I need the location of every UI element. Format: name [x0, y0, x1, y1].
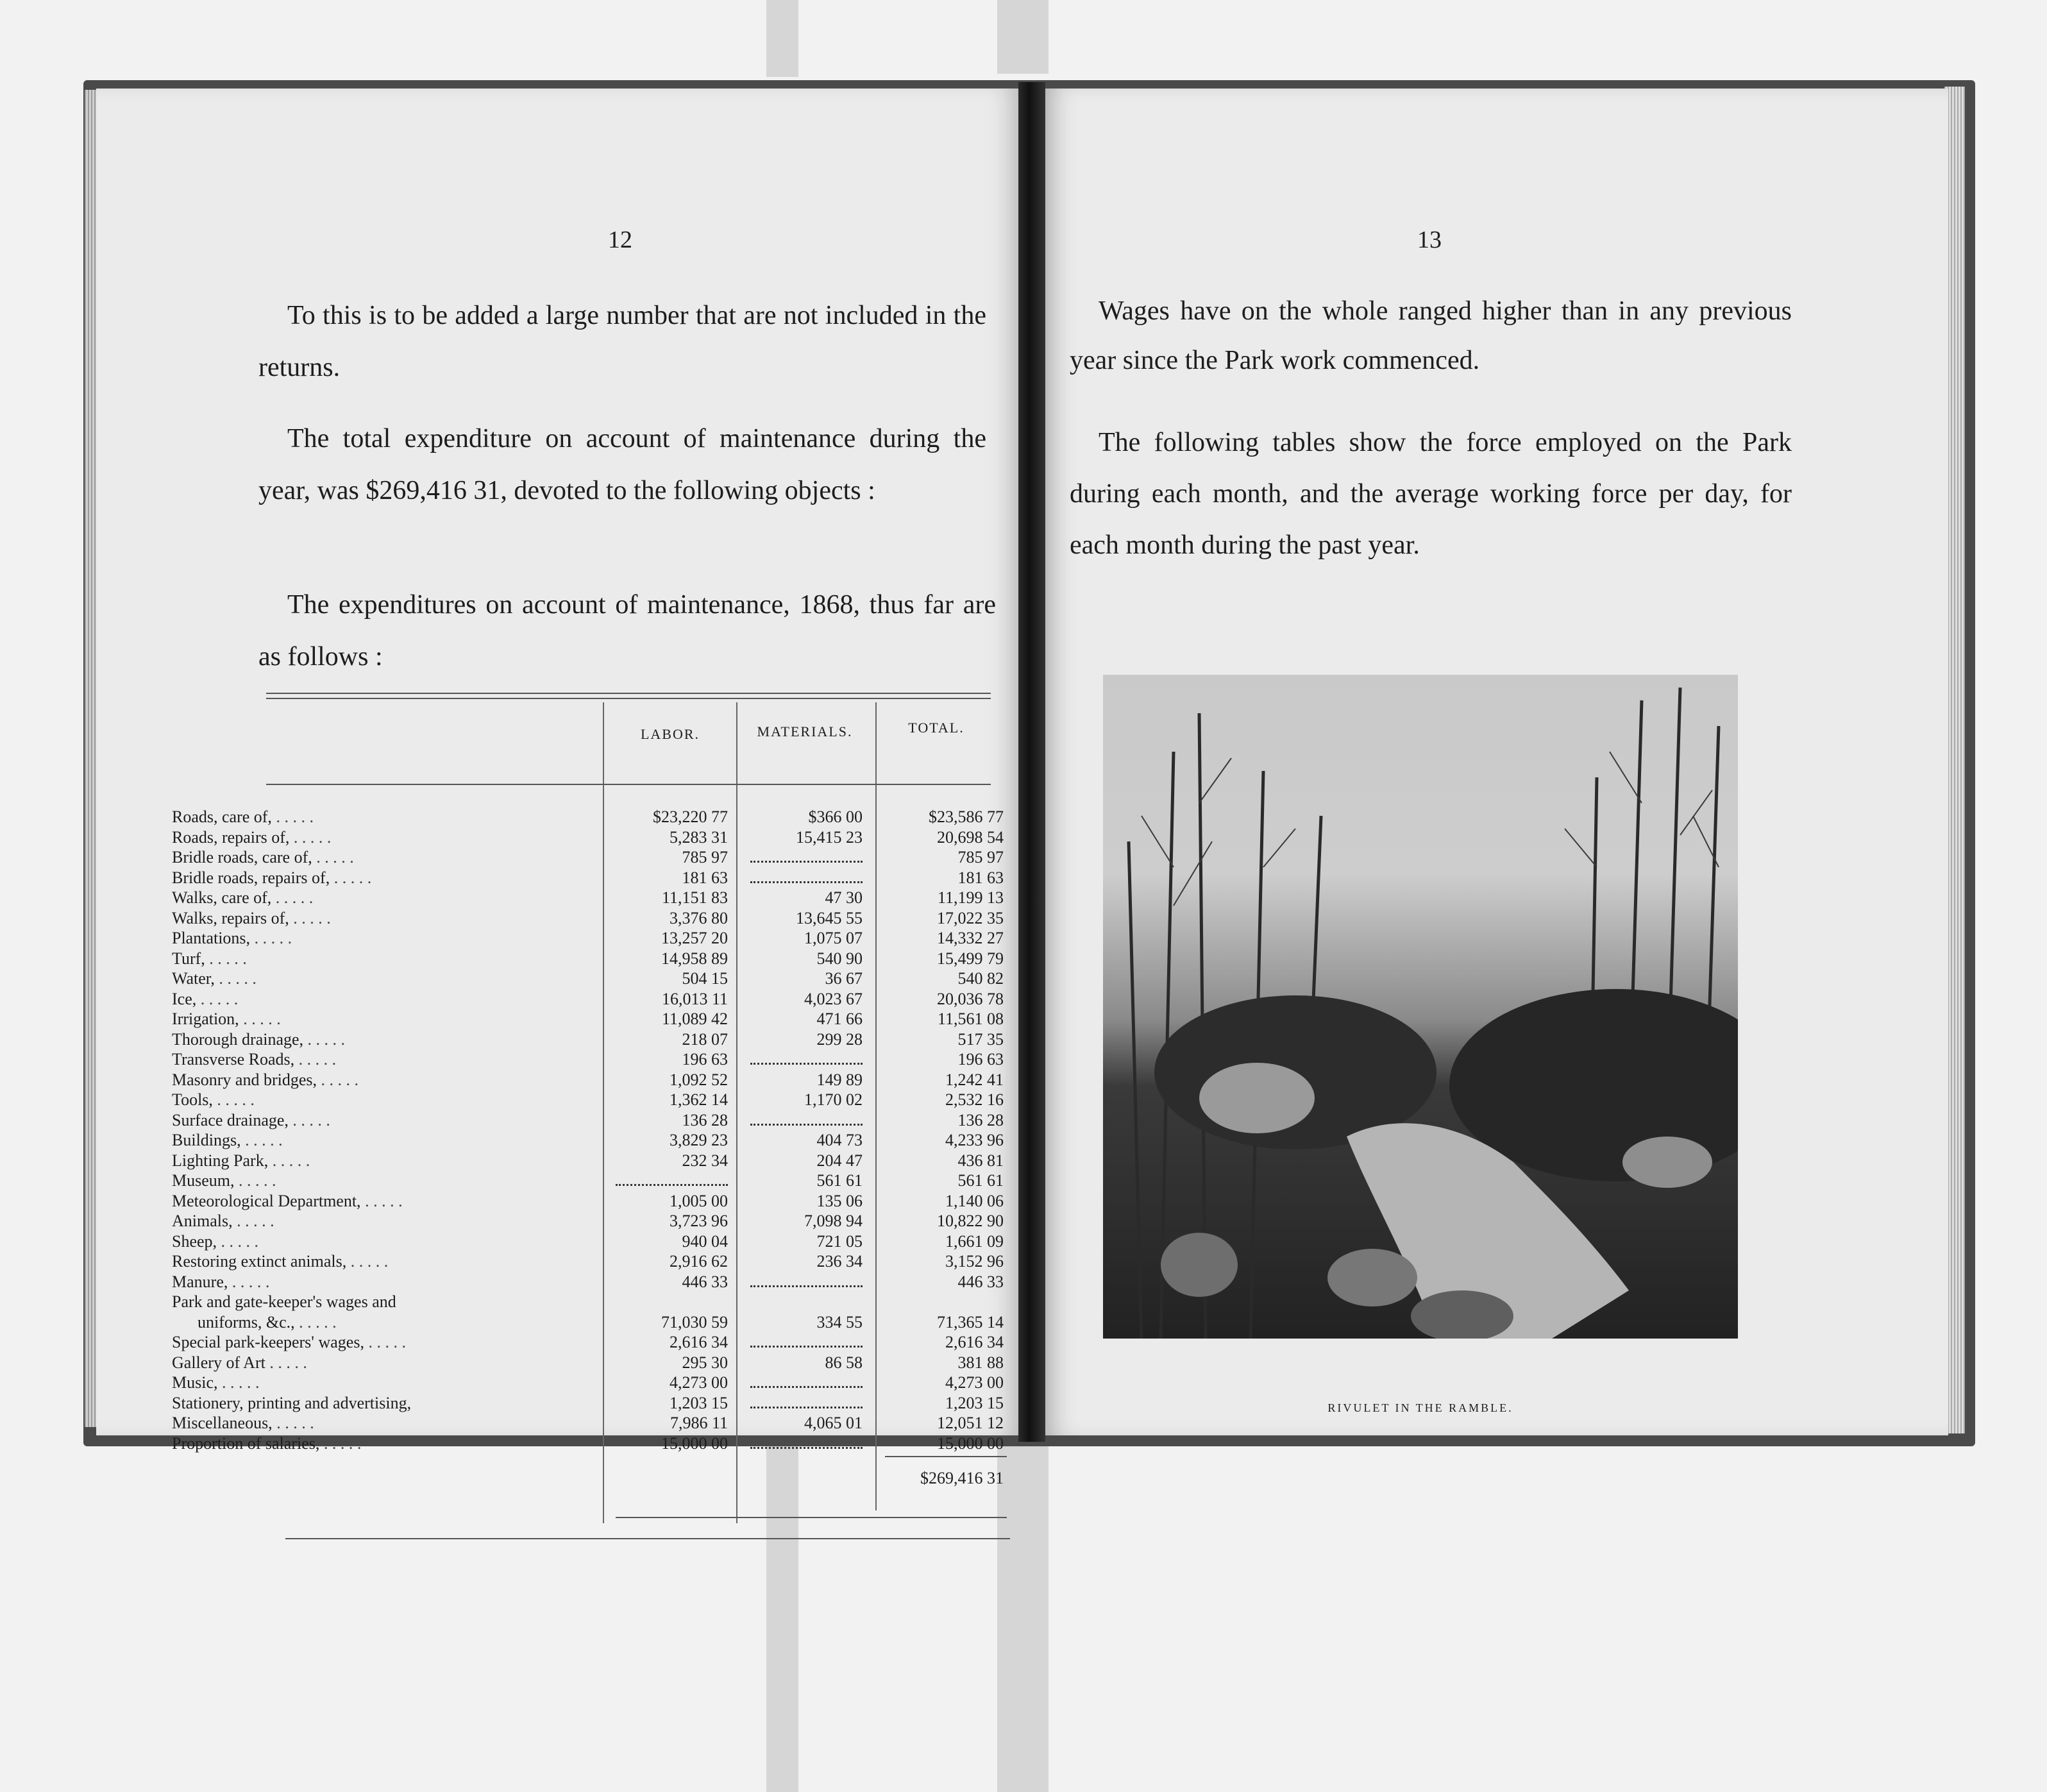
page-number-right: 13 [1417, 226, 1442, 253]
cell-materials: 1,075 07 [804, 929, 863, 947]
cell-total: 11,199 13 [937, 888, 1004, 907]
row-label: Walks, repairs of, . [172, 908, 608, 929]
cell-materials-empty [747, 868, 863, 888]
footer-rule [285, 1538, 1010, 1539]
row-label: Transverse Roads, . [172, 1049, 608, 1070]
cell-total: 1,242 41 [945, 1070, 1004, 1089]
cell-labor: 11,151 83 [661, 888, 728, 907]
cell-materials: 149 89 [816, 1070, 863, 1089]
dotted-leader [750, 1274, 863, 1287]
cell-total: 381 88 [957, 1353, 1004, 1372]
cell-labor: 3,376 80 [670, 908, 728, 927]
cell-materials: 47 30 [825, 888, 863, 907]
cell-materials: 4,065 01 [804, 1414, 863, 1432]
row-label: Manure, . [172, 1272, 608, 1292]
dotted-leader [750, 870, 863, 883]
row-label: Miscellaneous, . [172, 1413, 608, 1433]
cell-labor: 2,916 62 [670, 1252, 728, 1271]
paragraph: The total expenditure on account of maintenance during the year, was $269,416 31, devoted to the following objects : [258, 424, 986, 505]
row-label: uniforms, &c., . [172, 1312, 608, 1333]
cell-labor: 295 30 [682, 1353, 728, 1372]
row-label: Water, . [172, 968, 608, 989]
dotted-leader [750, 1112, 863, 1126]
row-label: Turf, . [172, 949, 608, 969]
row-label: Special park-keepers' wages, . [172, 1332, 608, 1353]
row-label: Roads, repairs of, . [172, 827, 608, 848]
cell-labor: 3,723 96 [670, 1212, 728, 1230]
cell-total: 4,233 96 [945, 1131, 1004, 1149]
table-top-rule [266, 693, 991, 694]
cell-total: 785 97 [957, 848, 1004, 866]
cell-labor: 1,005 00 [670, 1191, 728, 1210]
cell-materials [747, 1292, 863, 1312]
row-label: Lighting Park, . [172, 1151, 608, 1171]
photo-scene [1103, 675, 1738, 1339]
row-label: Walks, care of, . [172, 888, 608, 908]
cell-total: 71,365 14 [937, 1312, 1004, 1331]
cell-labor: 1,203 15 [670, 1393, 728, 1412]
row-label: Bridle roads, repairs of, . [172, 868, 608, 888]
cell-labor [612, 1292, 728, 1312]
dotted-leader [750, 1051, 863, 1065]
cell-materials: 36 67 [825, 969, 863, 988]
cell-total: 181 63 [957, 868, 1004, 887]
row-label: Surface drainage, . [172, 1110, 608, 1131]
table-bottom-rule [616, 1517, 1007, 1518]
row-label: Ice, . [172, 989, 608, 1010]
row-label: Park and gate-keeper's wages and [172, 1292, 396, 1311]
cell-total: 540 82 [957, 969, 1004, 988]
cell-total: 15,499 79 [937, 949, 1004, 968]
photograph-rivulet [1103, 675, 1738, 1339]
table-header-materials: MATERIALS. [757, 723, 853, 740]
cell-labor: 1,362 14 [670, 1090, 728, 1109]
sum-rule [885, 1456, 1007, 1457]
cell-materials-empty [747, 1272, 863, 1292]
dotted-leader [750, 1374, 863, 1388]
bookmark-tab-bottom [766, 1443, 798, 1792]
paragraph: To this is to be added a large number that are not included in the returns. [258, 301, 986, 382]
cell-materials: 721 05 [816, 1231, 863, 1251]
cell-materials: 236 34 [816, 1252, 863, 1271]
cell-total: 12,051 12 [937, 1414, 1004, 1432]
cell-labor: 181 63 [682, 868, 728, 887]
cell-labor: 7,986 11 [670, 1414, 728, 1432]
cell-materials-empty [747, 1049, 863, 1070]
cell-labor: 5,283 31 [670, 827, 728, 847]
row-label: Buildings, . [172, 1130, 608, 1151]
cell-materials: 135 06 [816, 1191, 863, 1210]
cell-total: 1,203 15 [945, 1393, 1004, 1412]
table-column-total [888, 807, 1004, 1453]
cell-materials: 540 90 [816, 949, 863, 968]
cell-labor: 15,000 00 [661, 1433, 728, 1453]
cell-total: 2,616 34 [945, 1333, 1004, 1351]
table-header-labor: LABOR. [640, 726, 700, 742]
book-gutter [1018, 82, 1045, 1442]
cell-total: 561 61 [957, 1171, 1004, 1190]
bookmark-tab-bottom [997, 1443, 1049, 1792]
cell-total [888, 1292, 1004, 1312]
dotted-leader [750, 1334, 863, 1348]
cell-labor: 136 28 [682, 1110, 728, 1129]
grand-total: $269,416 31 [920, 1469, 1004, 1487]
cell-materials: 13,645 55 [796, 908, 863, 927]
row-label: Stationery, printing and advertising, [172, 1393, 412, 1412]
dotted-leader [750, 1435, 863, 1449]
row-label: Proportion of salaries, . [172, 1433, 608, 1454]
cell-labor: 940 04 [682, 1231, 728, 1251]
cell-materials: 404 73 [816, 1131, 863, 1149]
table-column-materials [747, 807, 863, 1453]
cell-total: 436 81 [957, 1151, 1004, 1170]
cell-materials: 299 28 [816, 1029, 863, 1049]
row-label: Irrigation, . [172, 1009, 608, 1029]
cell-materials: 204 47 [816, 1151, 863, 1170]
cell-total: 1,140 06 [945, 1191, 1004, 1210]
cell-total: 20,698 54 [937, 827, 1004, 847]
photo-caption: RIVULET IN THE RAMBLE. [1327, 1401, 1513, 1414]
cell-labor: 11,089 42 [661, 1010, 728, 1028]
table-header-total: TOTAL. [908, 720, 965, 736]
row-label: Music, . [172, 1373, 608, 1393]
paragraph: Wages have on the whole ranged higher than in any previous year since the Park work commenced. [1070, 296, 1792, 375]
cell-total: 136 28 [957, 1110, 1004, 1129]
cell-materials-empty [747, 1110, 863, 1131]
cell-materials: 15,415 23 [796, 827, 863, 847]
cell-materials-empty [747, 1393, 863, 1414]
cell-materials-empty [747, 1373, 863, 1393]
table-column-labor [612, 807, 728, 1453]
cell-materials: 4,023 67 [804, 989, 863, 1008]
table-labels [172, 807, 608, 1453]
paragraph: The expenditures on account of maintenance, 1868, thus far are as follows : [258, 590, 996, 672]
cell-total: 11,561 08 [937, 1010, 1004, 1028]
page-number-left: 12 [608, 226, 632, 253]
cell-total: 10,822 90 [937, 1212, 1004, 1230]
cell-labor: 3,829 23 [670, 1131, 728, 1149]
dotted-leader [750, 1395, 863, 1408]
row-label: Sheep, . [172, 1231, 608, 1252]
cell-materials-empty [747, 1433, 863, 1454]
cell-total: 196 63 [957, 1050, 1004, 1069]
row-label: Gallery of Art . [172, 1353, 608, 1373]
cell-total: 14,332 27 [937, 929, 1004, 947]
cell-materials: 7,098 94 [804, 1212, 863, 1230]
cell-materials: 471 66 [816, 1010, 863, 1028]
cell-materials: $366 00 [808, 807, 863, 826]
cell-labor: 16,013 11 [661, 989, 728, 1008]
cell-labor: 218 07 [682, 1029, 728, 1049]
cell-labor: $23,220 77 [653, 807, 728, 826]
row-label: Tools, . [172, 1090, 608, 1110]
row-label: Masonry and bridges, . [172, 1070, 608, 1090]
table-header-rule [266, 784, 991, 785]
row-label: Roads, care of, . [172, 807, 608, 827]
row-label: Thorough drainage, . [172, 1029, 608, 1050]
row-label: Meteorological Department, . [172, 1191, 608, 1212]
cell-labor-empty [612, 1171, 728, 1191]
cell-total: 20,036 78 [937, 989, 1004, 1008]
bookmark-tab-top [997, 0, 1049, 74]
table-column-rule [736, 702, 737, 1523]
dotted-leader [616, 1172, 728, 1186]
dotted-leader [750, 849, 863, 863]
row-label: Museum, . [172, 1171, 608, 1191]
cell-total: 446 33 [957, 1272, 1004, 1291]
cell-materials: 1,170 02 [804, 1090, 863, 1109]
row-label: Plantations, . [172, 928, 608, 949]
cell-total: $23,586 77 [929, 807, 1004, 826]
cell-total: 17,022 35 [937, 908, 1004, 927]
row-label: Bridle roads, care of, . [172, 847, 608, 868]
cell-total: 2,532 16 [945, 1090, 1004, 1109]
cell-total: 3,152 96 [945, 1252, 1004, 1271]
cell-labor: 2,616 34 [670, 1333, 728, 1351]
table-top-rule [266, 698, 991, 699]
cell-materials: 561 61 [816, 1171, 863, 1190]
cell-labor: 4,273 00 [670, 1373, 728, 1392]
cell-total: 4,273 00 [945, 1373, 1004, 1392]
cell-labor: 71,030 59 [661, 1312, 728, 1331]
cell-labor: 504 15 [682, 969, 728, 988]
cell-total: 517 35 [957, 1029, 1004, 1049]
cell-materials-empty [747, 1332, 863, 1353]
cell-materials-empty [747, 847, 863, 868]
cell-labor: 446 33 [682, 1272, 728, 1291]
bookmark-tab-top [766, 0, 798, 77]
cell-materials: 86 58 [825, 1353, 863, 1372]
table-column-rule [875, 702, 877, 1510]
cell-total: 1,661 09 [945, 1231, 1004, 1251]
cell-labor: 14,958 89 [661, 949, 728, 968]
paragraph: The following tables show the force employed on the Park during each month, and the average working force per day, for each month during the past year. [1070, 428, 1792, 560]
row-label: Restoring extinct animals, . [172, 1251, 608, 1272]
cell-labor: 1,092 52 [670, 1070, 728, 1089]
cell-labor: 785 97 [682, 848, 728, 866]
cell-materials: 334 55 [816, 1312, 863, 1331]
cell-labor: 196 63 [682, 1050, 728, 1069]
cell-labor: 232 34 [682, 1151, 728, 1170]
cell-total: 15,000 00 [937, 1433, 1004, 1453]
row-label: Animals, . [172, 1211, 608, 1231]
cell-labor: 13,257 20 [661, 929, 728, 947]
